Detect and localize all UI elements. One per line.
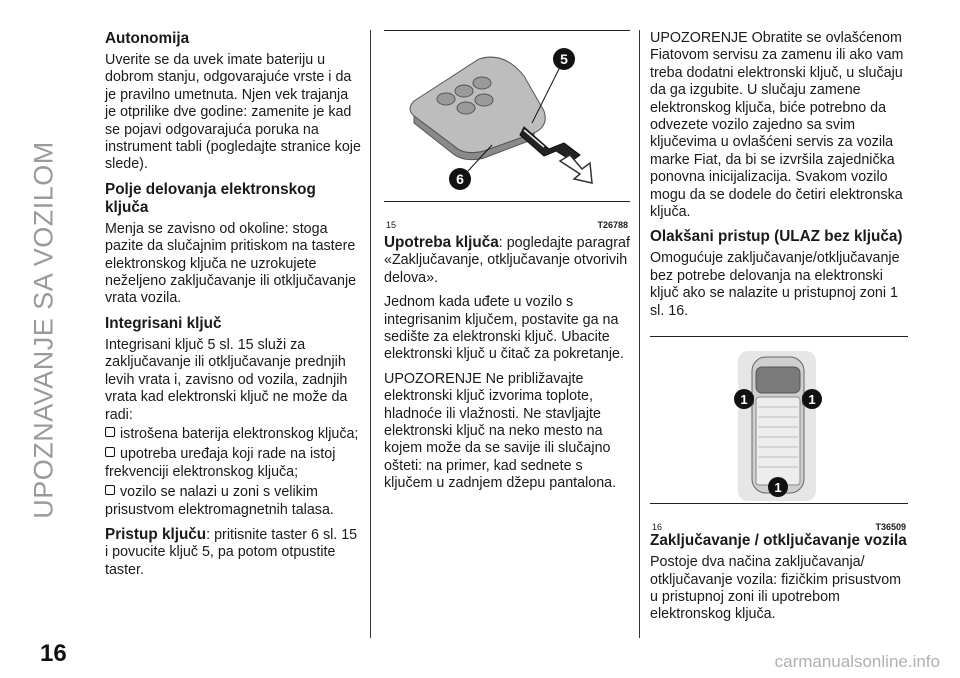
vehicle-access-zone-illustration xyxy=(650,337,908,503)
paragraph-pristup: Pristup ključu: pritisnite taster 6 sl. 15 i povucite ključ 5, pa potom otpustite taster. xyxy=(105,525,358,578)
figure-16 xyxy=(650,336,908,533)
figure-15 xyxy=(384,30,630,230)
bullet-item: upotreba uređaja koji rade na istoj frekvenciji elektronskog ključa; xyxy=(105,446,336,480)
paragraph-upotreba: Upotreba ključa: pogledajte paragraf «Zaključavanje, otključavanje otvorivih delova». xyxy=(384,234,630,286)
column-divider xyxy=(639,30,640,638)
paragraph-upozorenje: UPOZORENJE Ne približavajte elektronski ključ izvorima toplote, hladnoće ili vlažnosti. Ne stavljajte elektronski ključ na neko mesto na kojem može da se savije ili slučajno ošteti: na primer, kad sednete s ključem u zadnjem džepu pantalona. xyxy=(384,370,617,492)
heading-autonomija: Autonomija xyxy=(105,30,190,47)
watermark: carmanualsonline.info xyxy=(774,652,940,671)
figure-code: T26788 xyxy=(597,220,628,230)
callout-1-rear: 1 xyxy=(774,480,782,496)
figure-code: T36509 xyxy=(875,522,906,533)
checkbox-bullet-icon xyxy=(105,447,115,457)
page-number: 16 xyxy=(40,640,67,667)
paragraph-integrisani: Integrisani ključ 5 sl. 15 služi za zaključavanje ili otključavanje prednjih levih vrata i, zavisno od vozila, zadnjih vrata kad elektronski ključ ne može da radi: xyxy=(105,336,348,423)
callout-5: 5 xyxy=(560,51,568,67)
column-middle xyxy=(384,30,630,500)
key-card-illustration xyxy=(384,31,630,201)
callout-6: 6 xyxy=(456,171,464,187)
checkbox-bullet-icon xyxy=(105,485,115,495)
figure-number: 16 xyxy=(652,522,663,533)
column-left xyxy=(105,30,361,586)
figure-number: 15 xyxy=(386,220,397,230)
paragraph-upozorenje-servis: UPOZORENJE Obratite se ovlašćenom Fiatovom servisu za zamenu ili ako vam treba dodatni elektronski ključ, u slučaju da ga izgubite. U slučaju zamene elektronskog ključa, biće potrebno da odvezete vozilo zajedno sa svim ključevima u ovlašćeni servis za vozila marke Fiat, da bi se izvršila zajednička ponovna inicijalizacija. Svakom vozilo mogu da se dodele do četiri elektronska ključa. xyxy=(650,30,904,221)
paragraph-zakljucavanje: Postoje dva načina zaključavanja/ otključavanje vozila: fizičkim prisustvom u pristupnoj zoni ili upotrebom elektronskog ključa. xyxy=(650,554,902,623)
paragraph-autonomija: Uverite se da uvek imate bateriju u dobrom stanju, odgovarajuće vrste i da je pravilno umetnuta. Njen vek trajanja je otprilike dve godine: zamenite je kad se pojavi odgovarajuća poruka na instrument tabli (pogledajte stranice koje slede). xyxy=(105,52,361,173)
heading-integrisani: Integrisani ključ xyxy=(105,314,222,332)
bullet-item: istrošena baterija elektronskog ključa; xyxy=(105,426,361,443)
paragraph-olaksani: Omogućuje zaključavanje/otključavanje bez potrebe delovanja na elektronski ključ ako se nalazite u pristupnoj zoni 1 sl. 16. xyxy=(650,250,900,319)
paragraph-polje: Menja se zavisno od okoline: stoga pazite da slučajnim pritiskom na tastere elektronskog ključa ne uzrokujete neželjeno zaključavanje ili otključavanje vrata vozila. xyxy=(105,220,357,307)
heading-polje: Polje delovanja elektronskog ključa xyxy=(105,180,316,216)
bullet-item: vozilo se nalazi u zoni s velikim prisustvom elektromagnetnih talasa. xyxy=(105,484,334,518)
column-right xyxy=(650,30,908,631)
column-divider xyxy=(370,30,371,638)
checkbox-bullet-icon xyxy=(105,427,115,437)
callout-1-right: 1 xyxy=(808,392,816,408)
paragraph-jednom: Jednom kada uđete u vozilo s integrisanim ključem, postavite ga na sedište za elektronski ključ. Ubacite elektronski ključ u čitač za pokretanje. xyxy=(384,294,624,363)
heading-zakljucavanje: Zaključavanje / otključavanje vozila xyxy=(650,532,907,550)
callout-1-left: 1 xyxy=(740,392,748,408)
heading-olaksani: Olakšani pristup (ULAZ bez ključa) xyxy=(650,228,903,246)
